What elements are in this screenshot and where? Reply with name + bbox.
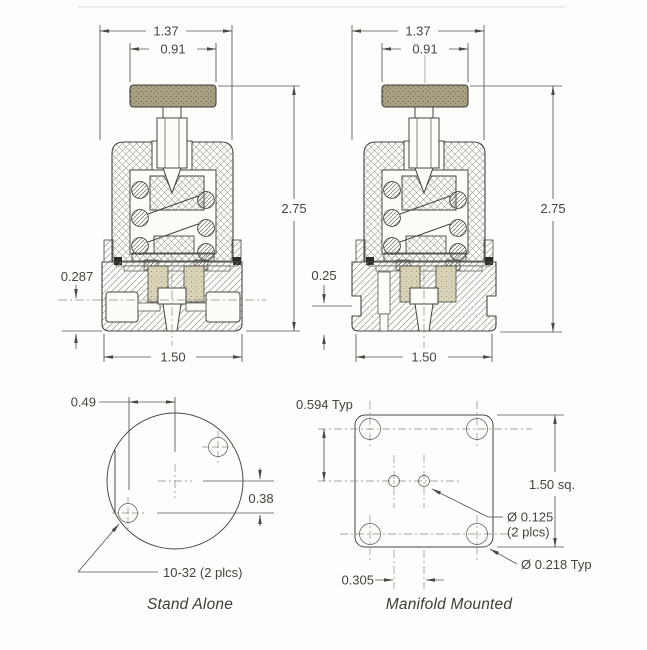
manifold-bottom-view (296, 397, 592, 613)
dim-label-height: 2.75 (540, 201, 566, 216)
dim-label-base-width: 1.50 (411, 349, 437, 365)
dim-label-base-width: 1.50 (160, 349, 186, 365)
dim-label-hole-x: 0.49 (70, 394, 96, 410)
dim-label-knob-width: 0.91 (412, 41, 438, 57)
dim-label-width: 1.37 (153, 23, 179, 39)
plate-outline (355, 415, 493, 547)
dim-label-height: 2.75 (281, 201, 307, 216)
dim-label-hole-y: 0.38 (248, 491, 274, 506)
stand-alone-caption: Stand Alone (146, 596, 234, 613)
centerlines (318, 401, 532, 589)
regulator-mechanism (356, 85, 493, 271)
regulator-mechanism (104, 85, 241, 271)
dim-label-port-height: 0.287 (60, 269, 94, 284)
dim-label-center-hole-dia: Ø 0.125 (507, 509, 554, 525)
dim-label-plate-size: 1.50 sq. (528, 477, 576, 492)
dim-label-mount-height: 0.25 (311, 268, 337, 283)
bottom-left-dimensions (71, 395, 274, 581)
thread-note-label: 10-32 (2 plcs) (163, 565, 243, 580)
dim-label-corner-hole-dia: Ø 0.218 Typ (521, 557, 592, 572)
dim-label-center-hole-qty: (2 plcs) (507, 524, 550, 540)
dim-label-corner-spacing: 0.594 Typ (296, 397, 353, 412)
bottom-right-dimensions (296, 397, 592, 588)
dim-label-knob-width: 0.91 (160, 41, 186, 57)
manifold-base (352, 256, 496, 348)
dim-label-width: 1.37 (405, 23, 431, 39)
manifold-section-view (311, 24, 565, 365)
dim-label-center-spacing: 0.305 (341, 572, 374, 588)
manifold-mounted-caption: Manifold Mounted (385, 596, 513, 613)
stand-alone-section-view (58, 24, 307, 365)
stand-alone-bottom-view (71, 395, 274, 614)
